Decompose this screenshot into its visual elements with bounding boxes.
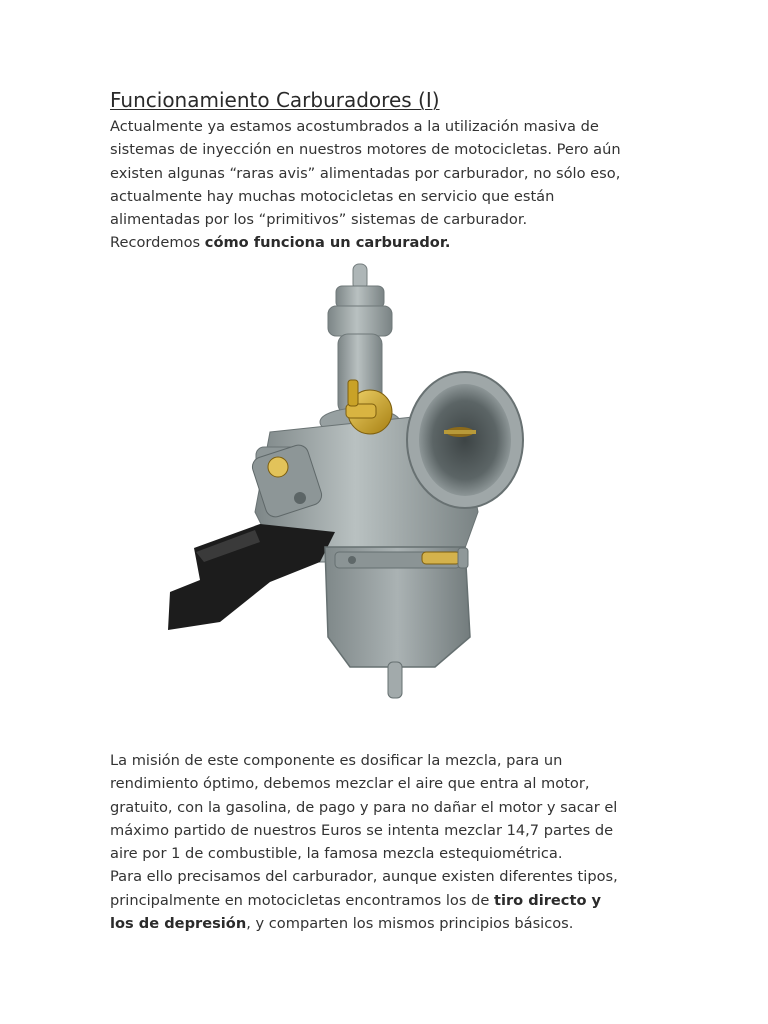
intro-line: alimentadas por los “primitivos” sistemas de carburador.	[110, 211, 528, 229]
intro-line: Actualmente ya estamos acostumbrados a la utilización masiva de	[110, 118, 599, 135]
intro-line: existen algunas “raras avis” alimentadas por carburador, no sólo eso,	[110, 164, 621, 182]
body-line	[110, 912, 670, 935]
body-line: rendimiento óptimo, debemos mezclar el aire que entra al motor,	[110, 775, 590, 793]
intro-bold-text: cómo funciona un carburador.	[204, 234, 451, 252]
page-title: Funcionamiento Carburadores (I)	[110, 88, 440, 112]
body-line: máximo partido de nuestros Euros se intenta mezclar 14,7 partes de	[110, 821, 614, 839]
body-line	[110, 889, 670, 912]
carburetor-image	[160, 262, 540, 702]
body-bold-text: los de depresión	[110, 915, 247, 933]
body-line: Para ello precisamos del carburador, aunque existen diferentes tipos,	[110, 868, 618, 886]
intro-line	[110, 231, 670, 254]
body-bold-text: tiro directo y	[493, 891, 602, 909]
body-paragraph	[110, 749, 670, 935]
carburetor-photo-icon	[160, 262, 540, 702]
intro-lead-text: Recordemos	[110, 234, 205, 252]
intro-line: sistemas de inyección en nuestros motores de motocicletas. Pero aún	[110, 141, 621, 159]
body-line: aire por 1 de combustible, la famosa mezcla estequiométrica.	[110, 845, 563, 863]
body-lead-text: principalmente en motocicletas encontramos los de	[110, 891, 494, 909]
body-tail-text: , y comparten los mismos principios básicos.	[246, 915, 574, 933]
body-line: La misión de este componente es dosificar la mezcla, para un	[110, 752, 563, 769]
intro-line: actualmente hay muchas motocicletas en servicio que están	[110, 187, 555, 205]
intro-paragraph	[110, 115, 670, 255]
body-line: gratuito, con la gasolina, de pago y para no dañar el motor y sacar el	[110, 798, 618, 816]
